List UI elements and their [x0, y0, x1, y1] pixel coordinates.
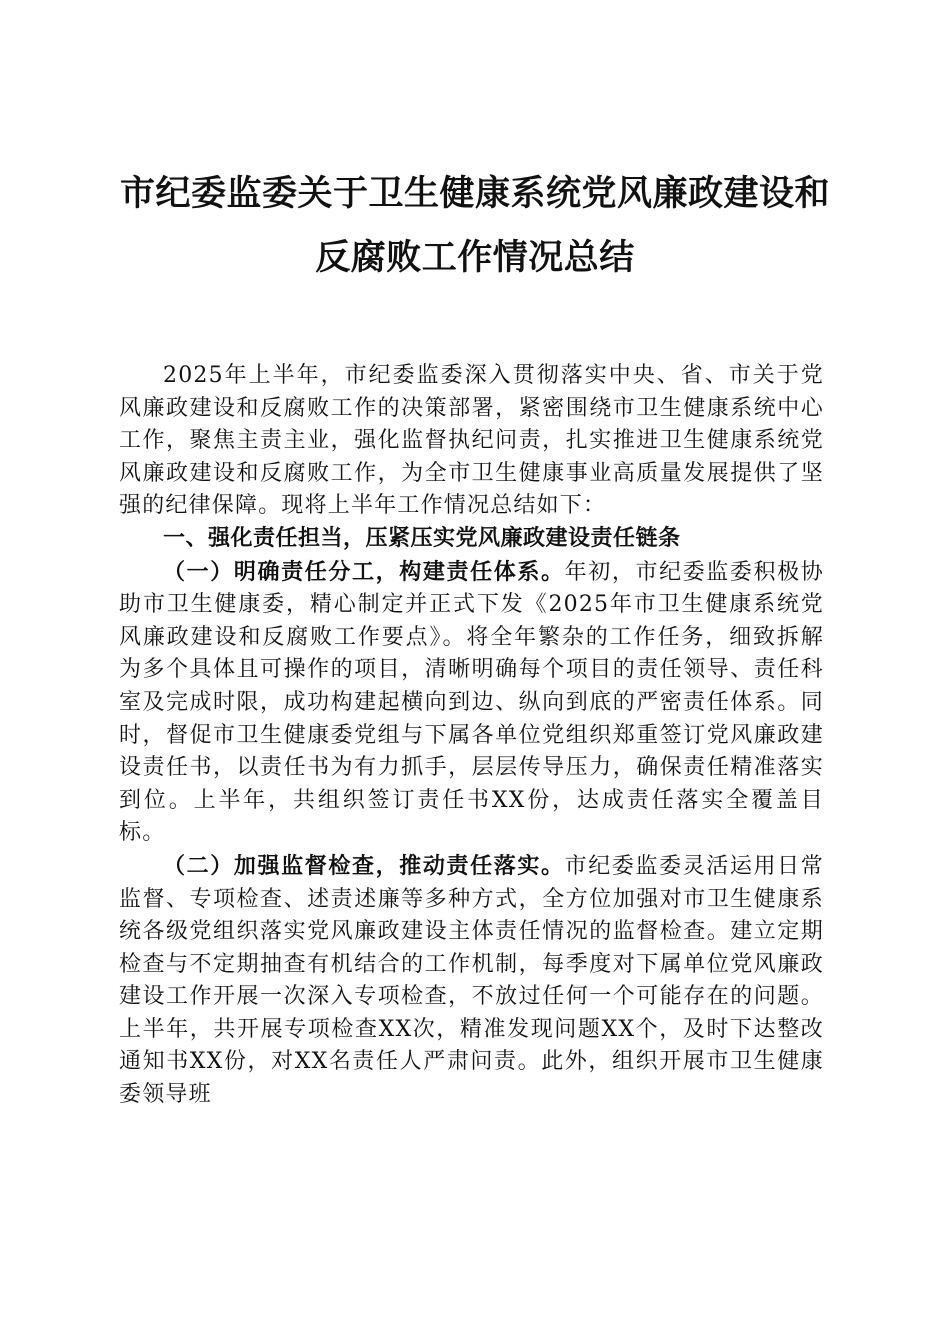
item-body-2: 市纪委监委灵活运用日常监督、专项检查、述责述廉等多种方式，全方位加强对市卫生健康系统各级党组织落实党风廉政建设主体责任情况的监督检查。建立定期检查与不定期抽查有机结合的工作机制，每季度对下属单位党风廉政建设工作开展一次深入专项检查，不放过任何一个可能存在的问题。上半年，共开展专项检查XX次，精准发现问题XX个，及时下达整改通知书XX份，对XX名责任人严肃问责。此外，组织开展市卫生健康委领导班	[119, 853, 824, 1108]
section-heading-1: 一、强化责任担当，压紧压实党风廉政建设责任链条	[163, 525, 681, 551]
document-title	[100, 162, 850, 290]
title-line-2: 反腐败工作情况总结	[315, 237, 635, 278]
title-line-1: 市纪委监委关于卫生健康系统党风廉政建设和	[119, 173, 830, 214]
item-heading-1: （一）明确责任分工，构建责任体系。	[163, 558, 565, 585]
item-body-1: 年初，市纪委监委积极协助市卫生健康委，精心制定并正式下发《2025年市卫生健康系统党风廉政建设和反腐败工作要点》。将全年繁杂的工作任务，细致拆解为多个具体且可操作的项目，清晰明确每个项目的责任领导、责任科室及完成时限，成功构建起横向到边、纵向到底的严密责任体系。同时，督促市卫生健康委党组与下属各单位党组织郑重签订党风廉政建设责任书，以责任书为有力抓手，层层传导压力，确保责任精准落实到位。上半年，共组织签订责任书XX份，达成责任落实全覆盖目标。	[119, 559, 824, 846]
item-paragraph-2	[119, 850, 824, 1112]
intro-paragraph: 2025年上半年，市纪委监委深入贯彻落实中央、省、市关于党风廉政建设和反腐败工作的决策部署，紧密围绕市卫生健康系统中心工作，聚焦主责主业，强化监督执纪问责，扎实推进卫生健康系统党风廉政建设和反腐败工作，为全市卫生健康事业高质量发展提供了坚强的纪律保障。现将上半年工作情况总结如下：	[119, 363, 824, 519]
document-body	[119, 360, 824, 1112]
item-paragraph-1	[119, 556, 824, 850]
item-heading-2: （二）加强监督检查，推动责任落实。	[163, 852, 565, 879]
